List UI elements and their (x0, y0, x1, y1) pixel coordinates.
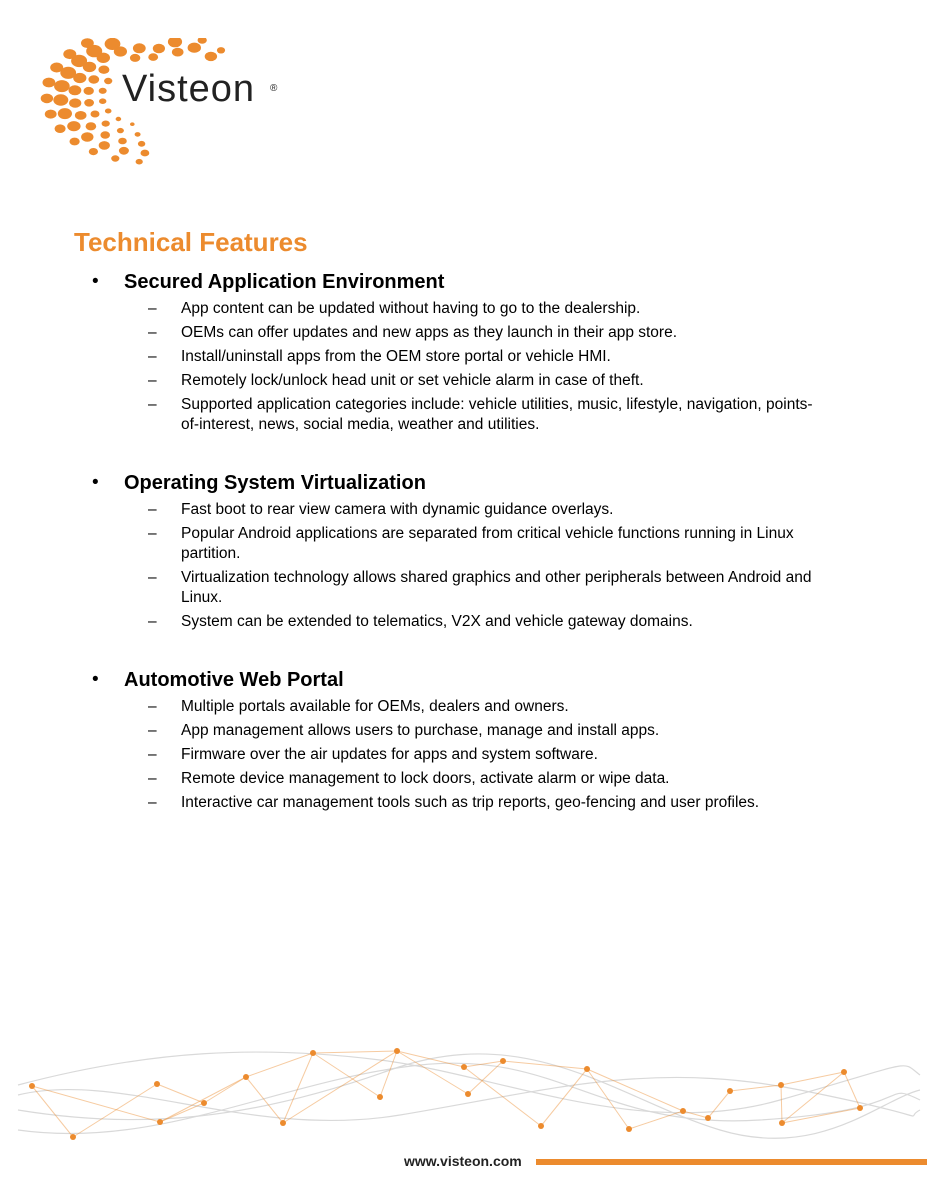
wave-node (857, 1105, 863, 1111)
wave-link (204, 1077, 246, 1103)
logo-dot (105, 109, 112, 114)
footer-url: www.visteon.com (404, 1153, 522, 1169)
logo-dot (50, 63, 63, 73)
wave-curve (18, 1052, 920, 1113)
logo-dot (205, 52, 217, 61)
dash-marker: – (148, 525, 157, 542)
bullet-icon: • (92, 472, 99, 493)
logo-dot (136, 159, 143, 165)
footer-accent-bar (536, 1159, 927, 1165)
list-item (0, 793, 927, 813)
list-item-text: Fast boot to rear view camera with dynamic guidance overlays. (181, 501, 614, 518)
feature-list (0, 299, 927, 435)
section-secured-application-environment (0, 271, 927, 439)
logo-dot (133, 43, 146, 53)
wave-node (157, 1119, 163, 1125)
wave-node (154, 1081, 160, 1087)
dash-marker: – (148, 569, 157, 586)
logo-dot (148, 53, 158, 61)
dash-marker: – (148, 613, 157, 630)
wave-link (629, 1111, 683, 1129)
wave-link (782, 1108, 860, 1123)
list-item-text: Remotely lock/unlock head unit or set vehicle alarm in case of theft. (181, 372, 644, 389)
list-item (0, 371, 927, 391)
logo-dot (102, 121, 110, 127)
dash-marker: – (148, 348, 157, 365)
list-item-text: App management allows users to purchase, manage and install apps. (181, 722, 660, 739)
list-item-text: OEMs can offer updates and new apps as they launch in their app store. (181, 324, 678, 341)
logo-dot (138, 141, 145, 147)
logo-dot (99, 98, 106, 104)
list-item (0, 347, 927, 367)
list-item-text: App content can be updated without having to go to the dealership. (181, 300, 641, 317)
logo-dot (104, 78, 112, 84)
section-header (0, 472, 927, 500)
wave-node (779, 1120, 785, 1126)
wave-link (730, 1085, 781, 1091)
bullet-icon: • (92, 669, 99, 690)
wave-node (29, 1083, 35, 1089)
brand-logo-text: Visteon (122, 68, 256, 110)
wave-node (841, 1069, 847, 1075)
logo-dot (119, 147, 129, 155)
wave-link (464, 1067, 541, 1126)
logo-dot (105, 38, 121, 50)
wave-node (310, 1050, 316, 1056)
list-item (0, 769, 927, 789)
wave-link (781, 1072, 844, 1085)
logo-dot (45, 110, 57, 119)
wave-link (541, 1069, 587, 1126)
section-operating-system-virtualization (0, 472, 927, 636)
list-item-text: Supported application categories include: vehicle utilities, music, lifestyle, navigation, points-of-interest, news, social media, weather and utilities. (181, 396, 813, 433)
feature-list (0, 697, 927, 813)
wave-node (680, 1108, 686, 1114)
wave-link (73, 1084, 157, 1137)
logo-dot (99, 88, 107, 94)
list-item (0, 721, 927, 741)
logo-dot (188, 43, 201, 53)
list-item-text: Install/uninstall apps from the OEM store portal or vehicle HMI. (181, 348, 611, 365)
dash-marker: – (148, 324, 157, 341)
dash-marker: – (148, 501, 157, 518)
list-item-text: Multiple portals available for OEMs, dealers and owners. (181, 698, 569, 715)
logo-dot (111, 155, 119, 161)
logo-dot (67, 121, 80, 131)
logo-dot (69, 85, 82, 95)
logo-dot (86, 122, 97, 130)
logo-dot (54, 80, 70, 92)
wave-node (500, 1058, 506, 1064)
logo-dot (63, 49, 76, 59)
wave-node (626, 1126, 632, 1132)
list-item (0, 299, 927, 319)
dash-marker: – (148, 722, 157, 739)
logo-dot (130, 54, 140, 62)
section-header (0, 669, 927, 697)
wave-link (313, 1051, 397, 1053)
list-item-text: Virtualization technology allows shared graphics and other peripherals between Android and Linux. (181, 569, 812, 606)
section-title: Automotive Web Portal (124, 669, 344, 691)
logo-dot (81, 132, 93, 141)
list-item (0, 612, 927, 632)
wave-node (465, 1091, 471, 1097)
logo-dot (118, 138, 127, 145)
wave-link (708, 1091, 730, 1118)
dash-marker: – (148, 770, 157, 787)
feature-list (0, 500, 927, 632)
logo-dot (55, 124, 66, 133)
logo-dot (69, 98, 81, 107)
list-item (0, 745, 927, 765)
list-item-text: System can be extended to telematics, V2X and vehicle gateway domains. (181, 613, 693, 630)
wave-node (461, 1064, 467, 1070)
wave-node (778, 1082, 784, 1088)
logo-dot (130, 122, 135, 126)
wave-link (313, 1053, 380, 1097)
logo-dot (81, 38, 94, 48)
logo-dot (116, 117, 122, 121)
dash-marker: – (148, 698, 157, 715)
wave-node (70, 1134, 76, 1140)
logo-dot (53, 94, 68, 105)
logo-dot (168, 38, 182, 47)
logo-dot (117, 128, 124, 133)
list-item (0, 395, 927, 435)
wave-link (380, 1051, 397, 1097)
wave-node (394, 1048, 400, 1054)
logo-dot (84, 99, 94, 107)
logo-dot (98, 66, 109, 74)
dash-marker: – (148, 794, 157, 811)
logo-dot (172, 48, 184, 57)
logo-dot (84, 87, 94, 95)
page-heading: Technical Features (74, 227, 308, 257)
dash-marker: – (148, 372, 157, 389)
wave-link (283, 1051, 397, 1123)
logo-dot (41, 94, 53, 104)
wave-link (32, 1086, 73, 1137)
wave-node (243, 1074, 249, 1080)
logo-dot (217, 47, 225, 53)
wave-node (377, 1094, 383, 1100)
section-title: Secured Application Environment (124, 271, 445, 293)
dash-marker: – (148, 746, 157, 763)
wave-node (280, 1120, 286, 1126)
logo-dot (153, 44, 165, 53)
registered-mark: ® (270, 83, 278, 94)
logo-dot (100, 131, 110, 138)
list-item-text: Popular Android applications are separated from critical vehicle functions running in Linux partition. (181, 525, 794, 562)
wave-link (32, 1086, 160, 1122)
dash-marker: – (148, 396, 157, 413)
logo-dot (75, 111, 87, 120)
visteon-logo-swirl-icon (30, 38, 290, 188)
decorative-network-wave-icon (0, 1040, 927, 1150)
wave-link (397, 1051, 468, 1094)
logo-dot (88, 75, 99, 83)
list-item (0, 524, 927, 564)
list-item-text: Remote device management to lock doors, activate alarm or wipe data. (181, 770, 670, 787)
wave-node (201, 1100, 207, 1106)
wave-node (705, 1115, 711, 1121)
wave-link (246, 1053, 313, 1077)
logo-dot (99, 141, 110, 150)
wave-node (538, 1123, 544, 1129)
wave-node (727, 1088, 733, 1094)
logo-dot (91, 111, 100, 118)
list-item (0, 697, 927, 717)
section-header (0, 271, 927, 299)
wave-node (584, 1066, 590, 1072)
dash-marker: – (148, 300, 157, 317)
logo-dot (58, 108, 72, 119)
list-item-text: Firmware over the air updates for apps and system software. (181, 746, 598, 763)
logo-dot (135, 132, 141, 137)
logo-dot (89, 148, 98, 155)
logo-dot (70, 138, 80, 146)
wave-link (781, 1085, 782, 1123)
bullet-icon: • (92, 271, 99, 292)
wave-link (283, 1053, 313, 1123)
list-item (0, 323, 927, 343)
section-title: Operating System Virtualization (124, 472, 426, 494)
list-item (0, 500, 927, 520)
section-automotive-web-portal (0, 669, 927, 817)
logo-dot (198, 38, 207, 44)
list-item (0, 568, 927, 608)
logo-dot (43, 78, 56, 88)
logo-dot (141, 150, 150, 157)
list-item-text: Interactive car management tools such as trip reports, geo-fencing and user profiles. (181, 794, 760, 811)
